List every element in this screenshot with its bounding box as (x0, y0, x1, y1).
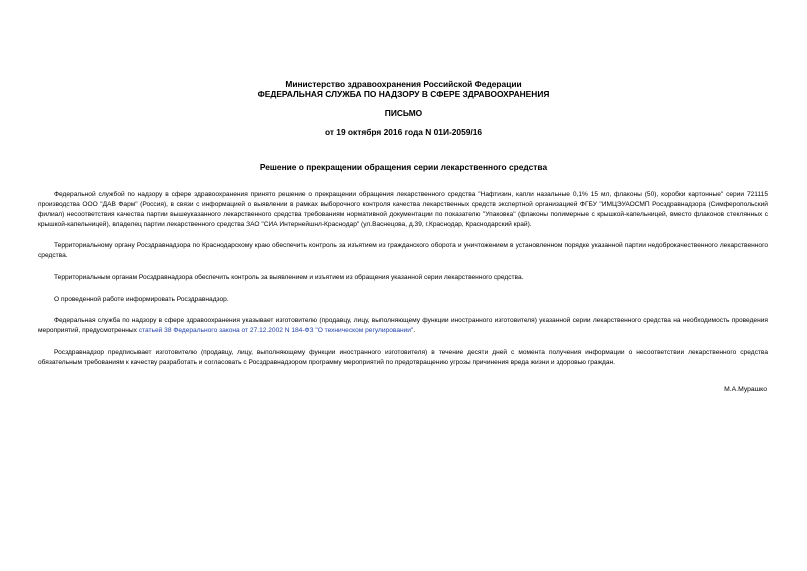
paragraph-manufacturer-end: . (413, 327, 416, 334)
ministry-title: Министерство здравоохранения Российской Федерации (285, 79, 522, 89)
paragraph-inform: О проведенной работе информировать Росздравнадзор. (54, 296, 229, 303)
signature: М.А.Мурашко (724, 386, 767, 393)
paragraph-manufacturer-measures (38, 316, 768, 336)
paragraph-territorial-control: Территориальным органам Росздравнадзора обеспечить контроль за выявлением и изъятием из обращения указанной серии лекарственного средства. (54, 274, 524, 281)
paragraph-decision: Федеральной службой по надзору в сфере здравоохранения принято решение о прекращении обращения лекарственного средства "Нафтизин, капли назальные 0,1% 15 мл, флаконы (50), коробки картонные" серии 721115 производства ООО "ДАВ Фарм" (Россия), в связи с информацией о выявлении в рамках выборочного контроля качества лекарственных средств экспертной организацией ФГБУ "ИМЦЭУАОСМП Росздравнадзора (Симферопольский филиал) несоответствия качества партии вышеуказанного лекарственного средства требованиям нормативной документации по показателю "Упаковка" (флаконы полимерные с крышкой-капельницей, вместо флаконов стеклянных с крышкой-капельницей), владелец партии лекарственного средства ЗАО "СИА Интернейшнл-Краснодар" (ул.Васнецова, д.39, г.Краснодар, Краснодарский край). (38, 191, 768, 228)
document-number: от 19 октября 2016 года N 01И-2059/16 (324, 127, 483, 137)
law-reference-link[interactable]: статьей 38 Федерального закона от 27.12.2002 N 184-ФЗ "О техническом регулировании" (138, 327, 414, 334)
paragraph-manufacturer-text: Федеральная служба по надзору в сфере здравоохранения указывает изготовителю (продавцу, лицу, выполняющему функции иностранного изготовителя) указанной серии лекарственного средства на необходимость проведения мероприятий, предусмотренных (38, 317, 768, 334)
document-subject: Решение о прекращении обращения серии лекарственного средства (259, 162, 548, 172)
paragraph-territorial-krasnodar: Территориальному органу Росздравнадзора по Краснодарскому краю обеспечить контроль за изъятием из гражданского оборота и уничтожением в установленном порядке указанной партии недоброкачественного лекарственного средства. (38, 242, 768, 259)
paragraph-prescription: Росздравнадзор предписывает изготовителю (продавцу, лицу, выполняющему функции иностранного изготовителя) в течение десяти дней с момента получения информации о несоответствии лекарственного средства обязательным требованиям к качеству разработать и согласовать с Росздравнадзором программу мероприятий по предотвращению угрозы причинения вреда жизни и здоровью граждан. (38, 349, 768, 366)
document-type: ПИСЬМО (384, 108, 423, 118)
service-title: ФЕДЕРАЛЬНАЯ СЛУЖБА ПО НАДЗОРУ В СФЕРЕ ЗДРАВООХРАНЕНИЯ (257, 89, 550, 99)
